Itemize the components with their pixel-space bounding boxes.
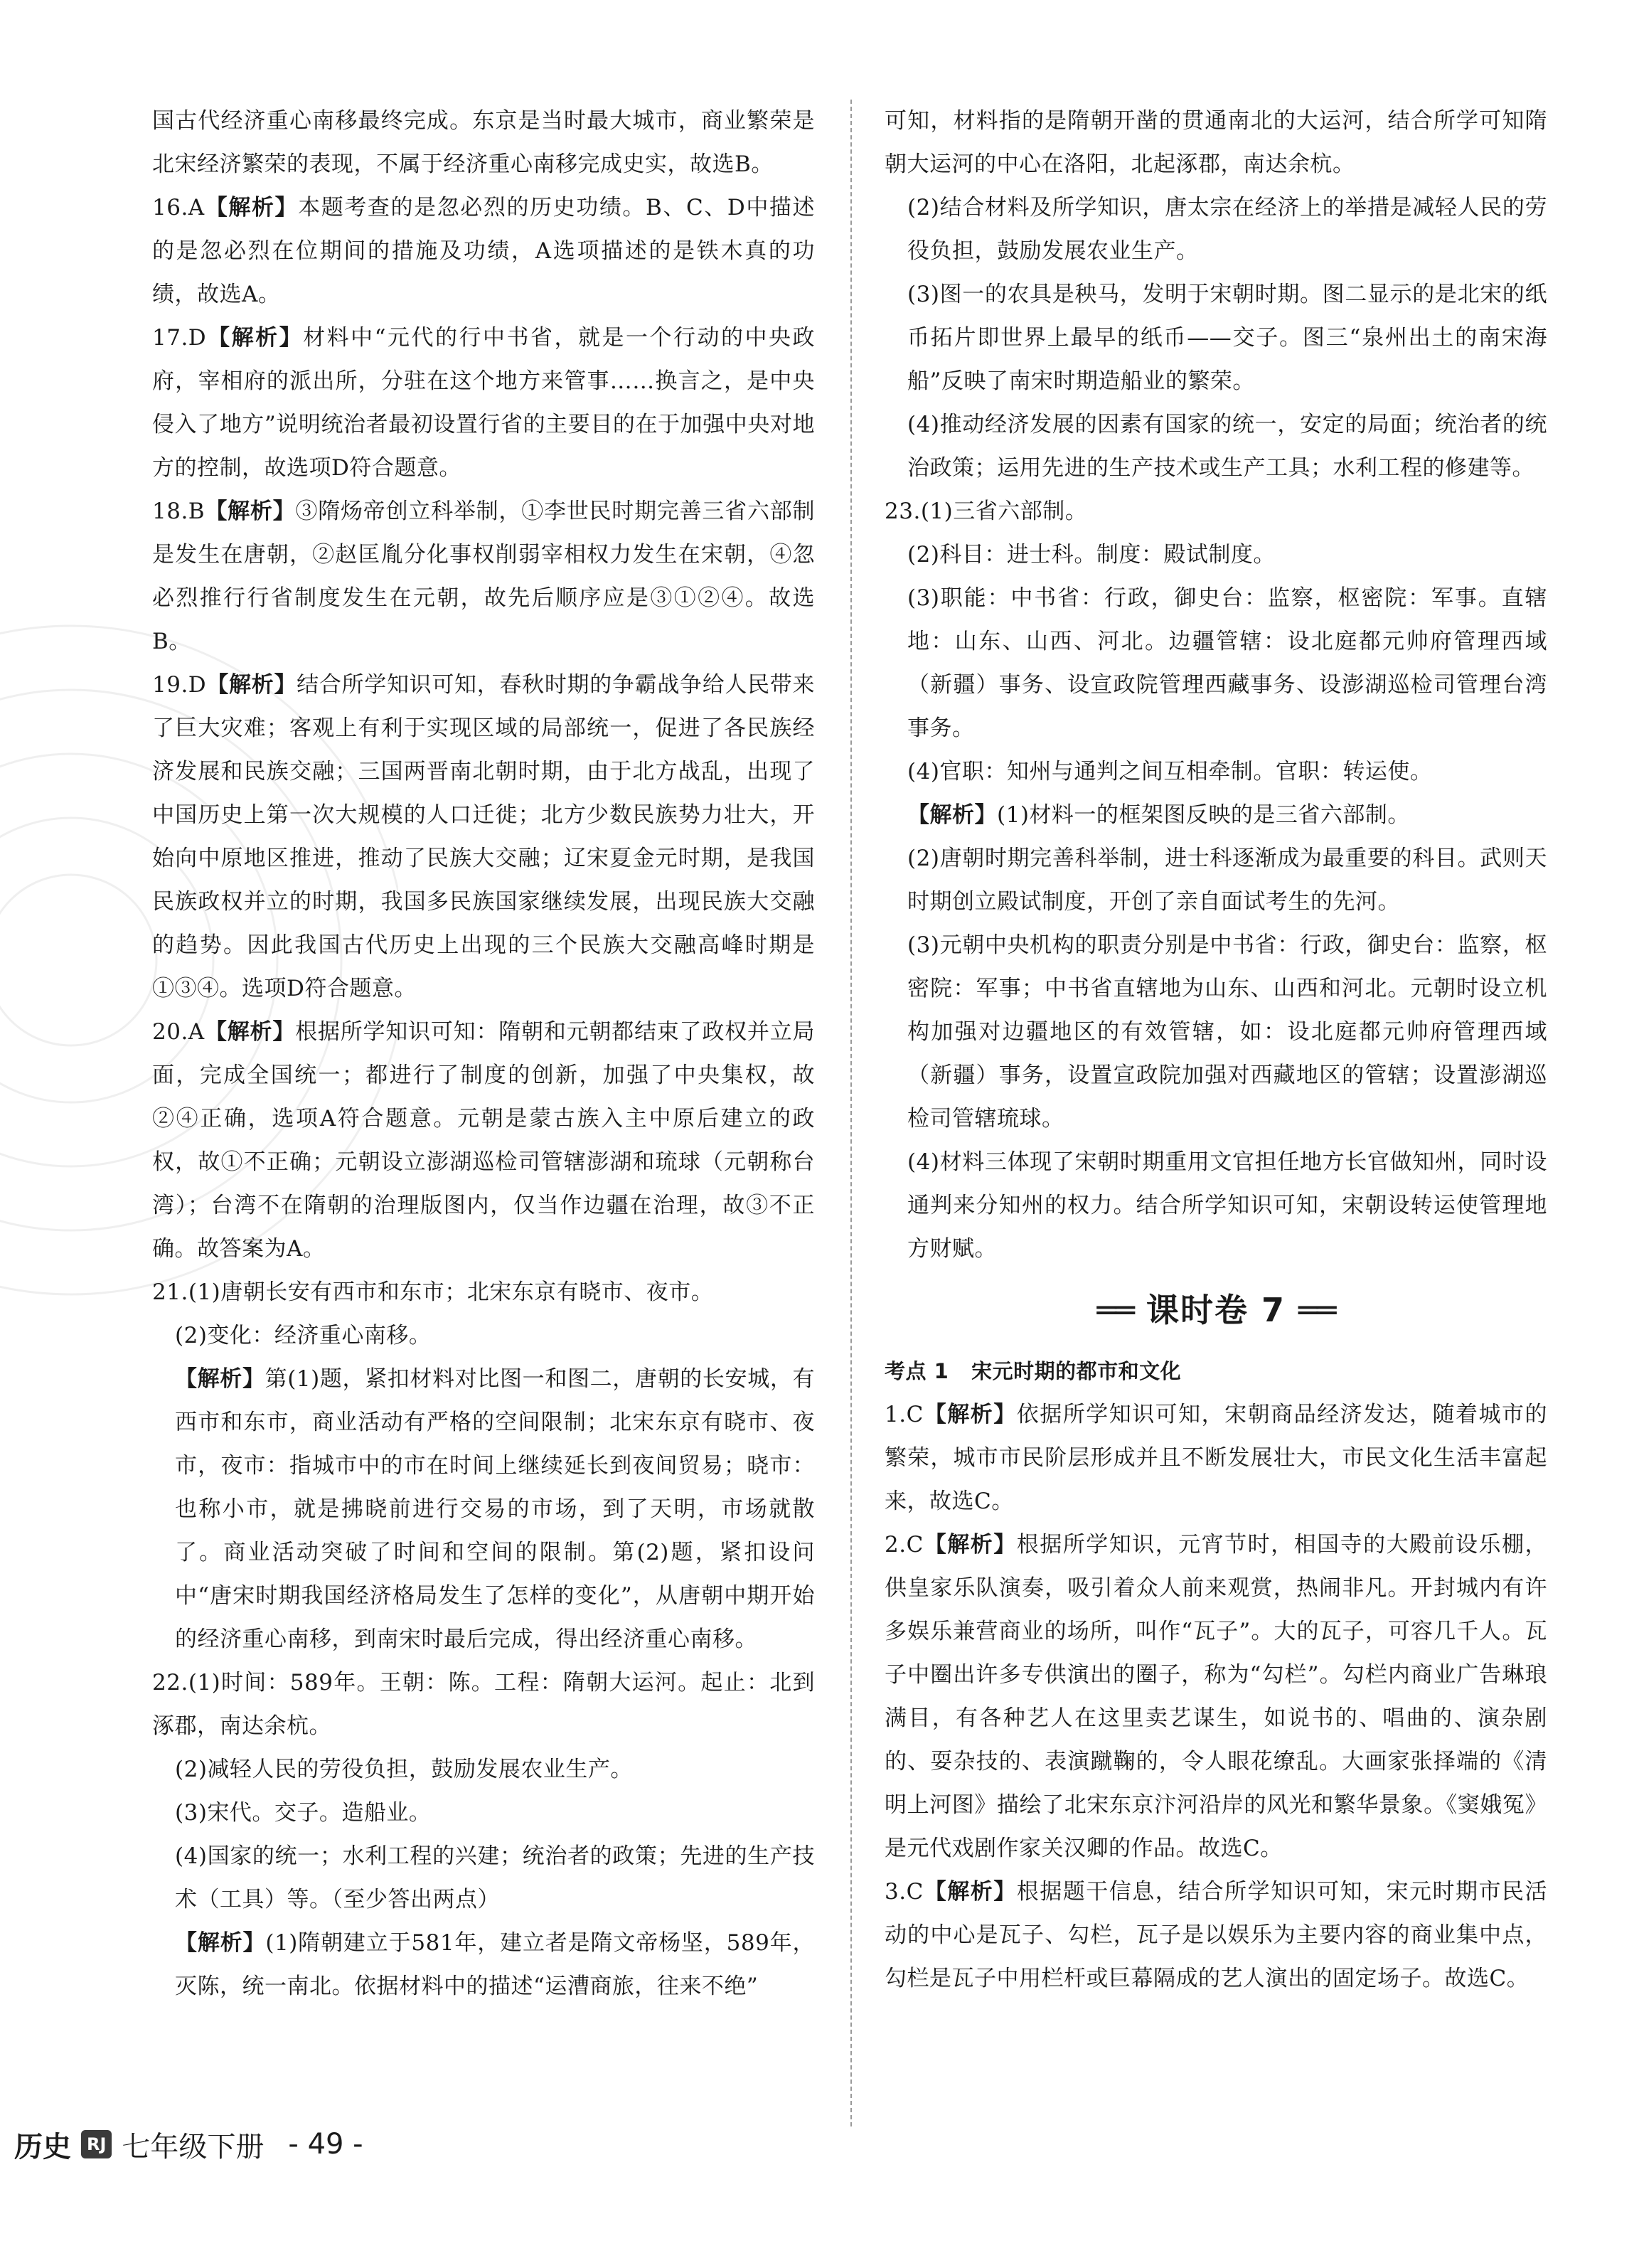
question-number: 21. — [152, 1279, 188, 1305]
answer-text: (3)宋代。交子。造船业。 — [175, 1800, 432, 1826]
question-number: 2.C — [885, 1532, 924, 1558]
question-number: 22. — [152, 1670, 188, 1695]
answer-text: (4)材料三体现了宋朝时期重用文官担任地方长官做知州，同时设通判来分知州的权力。结合所学知识可知，宋朝设转运使管理地方财赋。 — [907, 1149, 1547, 1262]
answer-paragraph — [885, 1870, 1547, 2001]
answer-paragraph — [885, 403, 1547, 490]
answer-paragraph — [152, 664, 815, 1011]
footer-badge: RJ — [81, 2130, 112, 2158]
analysis-tag: 【解析】 — [204, 195, 299, 220]
page-footer — [14, 2119, 363, 2169]
answer-text: (1)三省六部制。 — [920, 499, 1088, 524]
answer-paragraph — [885, 1141, 1547, 1271]
left-column — [152, 100, 815, 2008]
answer-paragraph — [152, 490, 815, 664]
answer-text: (4)推动经济发展的因素有国家的统一，安定的局面；统治者的统治政策；运用先进的生产技术或生产工具；水利工程的修建等。 — [907, 412, 1547, 481]
answer-text: (1)时间：589年。王朝：陈。工程：隋朝大运河。起止：北到涿郡，南达余杭。 — [152, 1670, 815, 1739]
right-column — [885, 100, 1547, 2001]
answer-paragraph — [152, 1358, 815, 1661]
question-number: 1.C — [885, 1402, 924, 1427]
question-number: 23. — [885, 499, 921, 524]
answer-paragraph — [152, 1661, 815, 1748]
analysis-tag: 【解析】 — [923, 1402, 1017, 1427]
title-bar-right: ══ — [1298, 1291, 1335, 1329]
analysis-tag: 【解析】 — [206, 325, 304, 351]
answer-text: 根据所学知识，元宵节时，相国寺的大殿前设乐棚，供皇家乐队演奏，吸引着众人前来观赏，热闹非凡。开封城内有许多娱乐兼营商业的场所，叫作“瓦子”。大的瓦子，可容几千人。瓦子中圈出许多专供演出的圈子，称为“勾栏”。勾栏内商业广告琳琅满目，有各种艺人在这里卖艺谋生，如说书的、唱曲的、演杂剧的、耍杂技的、表演蹴鞠的，令人眼花缭乱。大画家张择端的《清明上河图》描绘了北宋东京汴河沿岸的风光和繁华景象。《窦娥冤》是元代戏剧作家关汉卿的作品。故选C。 — [885, 1532, 1548, 1861]
analysis-tag: 【解析】 — [923, 1532, 1017, 1558]
answer-text: 结合所学知识可知，春秋时期的争霸战争给人民带来了巨大灾难；客观上有利于实现区域的局部统一，促进了各民族经济发展和民族交融；三国两晋南北朝时期，由于北方战乱，出现了中国历史上第一次大规模的人口迁徙；北方少数民族势力壮大，开始向中原地区推进，推动了民族大交融；辽宋夏金元时期，是我国民族政权并立的时期，我国多民族国家继续发展，出现民族大交融的趋势。因此我国古代历史上出现的三个民族大交融高峰时期是①③④。选项D符合题意。 — [152, 672, 816, 1001]
answer-text: (2)减轻人民的劳役负担，鼓励发展农业生产。 — [175, 1757, 633, 1782]
answer-text: (1)唐朝长安有西市和东市；北宋东京有晓市、夜市。 — [188, 1279, 714, 1305]
answer-text: (2)变化：经济重心南移。 — [175, 1323, 432, 1348]
answer-text: (2)科目：进士科。制度：殿试制度。 — [907, 542, 1276, 568]
kaodian-heading — [885, 1349, 1547, 1393]
answer-text: (1)隋朝建立于581年，建立者是隋文帝杨坚，589年，灭陈，统一南北。依据材料中的描述“运漕商旅，往来不绝” — [175, 1930, 816, 1999]
question-number: 18.B — [152, 499, 205, 524]
answer-text: 第(1)题，紧扣材料对比图一和图二，唐朝的长安城，有西市和东市，商业活动有严格的空间限制；北宋东京有晓市、夜市，夜市：指城市中的市在时间上继续延长到夜间贸易；晓市：也称小市，就是拂晓前进行交易的市场，到了天明，市场就散了。商业活动突破了时间和空间的限制。第(2)题，紧扣设问中“唐宋时期我国经济格局发生了怎样的变化”，从唐朝中期开始的经济重心南移，到南宋时最后完成，得出经济重心南移。 — [175, 1366, 815, 1652]
answer-paragraph — [152, 1835, 815, 1922]
answer-paragraph — [885, 924, 1547, 1141]
answer-text: (2)结合材料及所学知识，唐太宗在经济上的举措是减轻人民的劳役负担，鼓励发展农业生产。 — [907, 195, 1547, 264]
answer-text: (4)国家的统一；水利工程的兴建；统治者的政策；先进的生产技术（工具）等。（至少答出两点） — [175, 1843, 815, 1912]
answer-paragraph — [885, 750, 1547, 794]
question-number: 16.A — [152, 195, 205, 220]
footer-subject: 历史 — [14, 2130, 71, 2163]
column-divider — [850, 100, 852, 2126]
answer-paragraph — [152, 1011, 815, 1271]
page-number: - 49 - — [288, 2128, 363, 2161]
answer-paragraph — [152, 1314, 815, 1358]
answer-paragraph — [152, 1748, 815, 1791]
analysis-tag: 【解析】 — [205, 499, 296, 524]
analysis-tag: 【解析】 — [175, 1930, 266, 1956]
answer-paragraph — [885, 837, 1547, 924]
question-number: 3.C — [885, 1879, 924, 1905]
analysis-tag: 【解析】 — [923, 1879, 1017, 1905]
answer-text: (3)图一的农具是秧马，发明于宋朝时期。图二显示的是北宋的纸币拓片即世界上最早的纸币——交子。图三“泉州出土的南宋海船”反映了南宋时期造船业的繁荣。 — [907, 282, 1547, 394]
answer-paragraph — [885, 533, 1547, 577]
answer-paragraph — [885, 1523, 1547, 1870]
answer-paragraph — [152, 186, 815, 316]
answer-paragraph — [885, 794, 1547, 837]
answer-paragraph — [885, 100, 1547, 186]
answer-paragraph — [152, 100, 815, 186]
answer-text: 国古代经济重心南移最终完成。东京是当时最大城市，商业繁荣是北宋经济繁荣的表现，不属于经济重心南移完成史实，故选B。 — [152, 108, 815, 177]
answer-paragraph — [885, 577, 1547, 750]
analysis-tag: 【解析】 — [907, 802, 997, 828]
answer-text: (3)元朝中央机构的职责分别是中书省：行政，御史台：监察，枢密院：军事；中书省直辖地为山东、山西和河北。元朝时设立机构加强对边疆地区的有效管辖，如：设北庭都元帅府管理西域（新疆）事务，设置宣政院加强对西藏地区的管辖；设置澎湖巡检司管辖琉球。 — [907, 932, 1547, 1132]
answer-paragraph — [885, 1393, 1547, 1523]
analysis-tag: 【解析】 — [204, 1019, 296, 1045]
answer-text: (1)材料一的框架图反映的是三省六部制。 — [997, 802, 1410, 828]
kaodian-label: 考点 1 — [885, 1359, 949, 1383]
question-number: 19.D — [152, 672, 207, 698]
title-bar-left: ══ — [1096, 1291, 1133, 1329]
answer-text: 可知，材料指的是隋朝开凿的贯通南北的大运河，结合所学可知隋朝大运河的中心在洛阳，北起涿郡，南达余杭。 — [885, 108, 1547, 177]
section-title-text: 课时卷 7 — [1146, 1291, 1286, 1329]
answer-paragraph — [885, 186, 1547, 273]
answer-text: (2)唐朝时期完善科举制，进士科逐渐成为最重要的科目。武则天时期创立殿试制度，开创了亲自面试考生的先河。 — [907, 846, 1547, 915]
answer-paragraph — [885, 273, 1547, 403]
answer-paragraph — [152, 1791, 815, 1835]
analysis-tag: 【解析】 — [206, 672, 297, 698]
answer-paragraph — [152, 316, 815, 490]
answer-text: (4)官职：知州与通判之间互相牵制。官职：转运使。 — [907, 759, 1433, 784]
section-title — [885, 1271, 1547, 1349]
footer-grade: 七年级下册 — [122, 2130, 265, 2163]
answer-text: 本题考查的是忽必烈的历史功绩。B、C、D中描述的是忽必烈在位期间的措施及功绩，A选项描述的是铁木真的功绩，故选A。 — [152, 195, 816, 307]
answer-text: 根据所学知识可知：隋朝和元朝都结束了政权并立局面，完成全国统一；都进行了制度的创新，加强了中央集权，故②④正确，选项A符合题意。元朝是蒙古族入主中原后建立的政权，故①不正确；元朝设立澎湖巡检司管辖澎湖和琉球（元朝称台湾）；台湾不在隋朝的治理版图内，仅当作边疆在治理，故③不正确。故答案为A。 — [152, 1019, 816, 1262]
answer-paragraph — [152, 1271, 815, 1314]
answer-text: ③隋炀帝创立科举制，①李世民时期完善三省六部制是发生在唐朝，②赵匡胤分化事权削弱宰相权力发生在宋朝，④忽必烈推行行省制度发生在元朝，故先后顺序应是③①②④。故选B。 — [152, 499, 816, 654]
answer-text: 材料中“元代的行中书省，就是一个行动的中央政府，宰相府的派出所，分驻在这个地方来管事……换言之，是中央侵入了地方”说明统治者最初设置行省的主要目的在于加强中央对地方的控制，故选项D符合题意。 — [152, 325, 815, 481]
answer-paragraph — [152, 1922, 815, 2008]
kaodian-title: 宋元时期的都市和文化 — [971, 1359, 1182, 1383]
answer-text: 根据题干信息，结合所学知识可知，宋元时期市民活动的中心是瓦子、勾栏，瓦子是以娱乐为主要内容的商业集中点，勾栏是瓦子中用栏杆或巨幕隔成的艺人演出的固定场子。故选C。 — [885, 1879, 1548, 1991]
question-number: 20.A — [152, 1019, 205, 1045]
answer-text: 依据所学知识可知，宋朝商品经济发达，随着城市的繁荣，城市市民阶层形成并且不断发展壮大，市民文化生活丰富起来，故选C。 — [885, 1402, 1548, 1514]
question-number: 17.D — [152, 325, 207, 351]
answer-text: (3)职能：中书省：行政，御史台：监察，枢密院：军事。直辖地：山东、山西、河北。边疆管辖：设北庭都元帅府管理西域（新疆）事务、设宣政院管理西藏事务、设澎湖巡检司管理台湾事务。 — [907, 585, 1547, 741]
answer-paragraph — [885, 490, 1547, 533]
analysis-tag: 【解析】 — [175, 1366, 265, 1392]
